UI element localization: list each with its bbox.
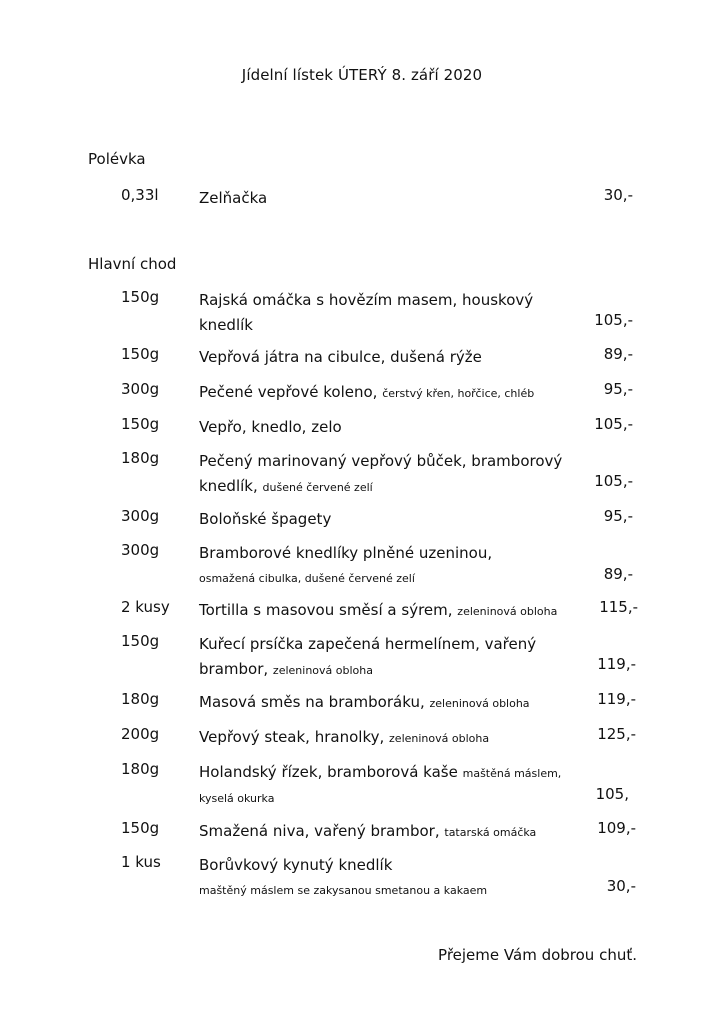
- item-quantity: 300g: [121, 507, 160, 525]
- item-name: Vepřo, knedlo, zelo: [199, 418, 342, 436]
- item-price: 89,-: [603, 565, 633, 583]
- item-quantity: 200g: [121, 725, 160, 743]
- item-price: 105,-: [594, 472, 633, 490]
- item-quantity: 180g: [121, 760, 160, 778]
- item-quantity: 2 kusy: [121, 598, 170, 616]
- item-price: 95,-: [603, 380, 633, 398]
- item-quantity: 1 kus: [121, 853, 161, 871]
- item-price: 119,-: [597, 690, 636, 708]
- item-price: 105,-: [594, 415, 633, 433]
- item-name: Bramborové knedlíky plněné uzeninou, osmažená cibulka, dušené červené zelí: [199, 541, 594, 592]
- item-note: kyselá okurka: [199, 792, 275, 805]
- closing-wish: Přejeme Vám dobrou chuť.: [438, 946, 637, 964]
- item-name: Kuřecí prsíčka zapečená hermelínem, vařený brambor, zeleninová obloha: [199, 635, 537, 678]
- item-name: Smažená niva, vařený brambor, tatarská omáčka: [199, 822, 537, 840]
- section-soup: Polévka: [88, 150, 146, 168]
- page-title: Jídelní lístek ÚTERÝ 8. září 2020: [241, 66, 483, 84]
- item-name: Borůvkový kynutý knedlík maštěný máslem se zakysanou smetanou a kakaem: [199, 853, 594, 904]
- item-price: 119,-: [597, 655, 636, 673]
- item-quantity: 150g: [121, 819, 160, 837]
- item-price: 105,-: [594, 311, 633, 329]
- item-price: 30,-: [606, 877, 636, 895]
- item-name: Masová směs na bramboráku, zeleninová obloha: [199, 693, 530, 711]
- item-price: 125,-: [597, 725, 636, 743]
- item-quantity: 180g: [121, 690, 160, 708]
- item-price: 30,-: [603, 186, 633, 204]
- item-quantity: 0,33l: [121, 186, 159, 204]
- item-note: maštěný máslem se zakysanou smetanou a kakaem: [199, 884, 488, 897]
- item-quantity: 300g: [121, 380, 160, 398]
- item-name: Rajská omáčka s hovězím masem, houskový knedlík: [199, 291, 534, 334]
- section-main: Hlavní chod: [88, 255, 177, 273]
- item-name: Boloňské špagety: [199, 510, 332, 528]
- item-name: Zelňačka: [199, 189, 268, 207]
- item-price: 105,: [595, 785, 629, 803]
- item-price: 89,-: [603, 345, 633, 363]
- item-price: 95,-: [603, 507, 633, 525]
- item-name: Vepřový steak, hranolky, zeleninová obloha: [199, 728, 490, 746]
- item-name: Pečený marinovaný vepřový bůček, bramborový knedlík, dušené červené zelí: [199, 452, 563, 495]
- item-price: 109,-: [597, 819, 636, 837]
- item-quantity: 150g: [121, 288, 160, 306]
- item-price: 115,-: [599, 598, 638, 616]
- item-quantity: 150g: [121, 415, 160, 433]
- item-quantity: 150g: [121, 345, 160, 363]
- item-name: Holandský řízek, bramborová kaše maštěná máslem, kyselá okurka: [199, 760, 619, 812]
- item-name: Vepřová játra na cibulce, dušená rýže: [199, 348, 482, 366]
- item-quantity: 180g: [121, 449, 160, 467]
- item-quantity: 150g: [121, 632, 160, 650]
- item-name: Pečené vepřové koleno, čerstvý křen, hořčice, chléb: [199, 383, 535, 401]
- item-quantity: 300g: [121, 541, 160, 559]
- item-note: osmažená cibulka, dušené červené zelí: [199, 572, 415, 585]
- item-name: Tortilla s masovou směsí a sýrem, zeleninová obloha: [199, 601, 558, 619]
